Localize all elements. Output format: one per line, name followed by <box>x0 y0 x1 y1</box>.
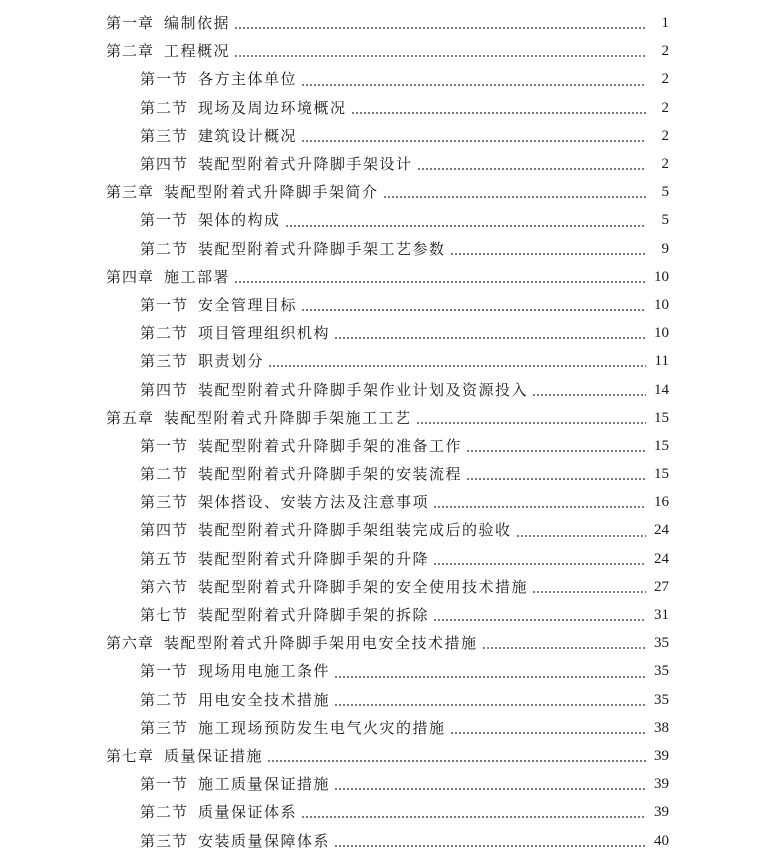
toc-entry-number: 第二节 <box>140 803 189 822</box>
toc-entry-number: 第七节 <box>140 606 189 625</box>
dot-leader <box>301 84 646 86</box>
toc-chapter-entry[interactable] <box>0 404 780 432</box>
toc-entry-title: 现场及周边环境概况 <box>198 98 347 117</box>
toc-section-entry[interactable] <box>0 657 780 685</box>
dot-leader <box>516 535 646 537</box>
dot-leader <box>334 676 646 678</box>
toc-entry-number: 第三节 <box>140 718 189 737</box>
dot-leader <box>334 845 646 847</box>
toc-section-entry[interactable] <box>0 65 780 93</box>
toc-page-number: 39 <box>654 804 669 821</box>
dot-leader <box>301 816 646 818</box>
toc-entry-title: 施工现场预防发生电气火灾的措施 <box>198 718 446 737</box>
toc-page-number: 5 <box>661 212 669 229</box>
toc-entry-title: 装配型附着式升降脚手架工艺参数 <box>198 239 446 258</box>
toc-chapter-entry[interactable] <box>0 9 780 37</box>
toc-section-entry[interactable] <box>0 686 780 714</box>
toc-entry-title: 架体的构成 <box>198 211 281 230</box>
toc-section-entry[interactable] <box>0 714 780 742</box>
toc-section-entry[interactable] <box>0 798 780 826</box>
table-of-contents <box>0 9 780 855</box>
toc-entry-number: 第一节 <box>140 662 189 681</box>
toc-chapter-entry[interactable] <box>0 263 780 291</box>
toc-page-number: 16 <box>654 494 669 511</box>
toc-entry-number: 第四节 <box>140 521 189 540</box>
toc-entry-title: 各方主体单位 <box>198 70 298 89</box>
toc-section-entry[interactable] <box>0 460 780 488</box>
dot-leader <box>285 225 646 227</box>
toc-entry-number: 第二节 <box>140 465 189 484</box>
dot-leader <box>433 506 646 508</box>
toc-section-entry[interactable] <box>0 150 780 178</box>
toc-section-entry[interactable] <box>0 573 780 601</box>
toc-entry-number: 第二节 <box>140 690 189 709</box>
toc-section-entry[interactable] <box>0 206 780 234</box>
dot-leader <box>334 788 646 790</box>
dot-leader <box>301 140 646 142</box>
toc-page-number: 39 <box>654 776 669 793</box>
dot-leader <box>433 619 646 621</box>
toc-entry-number: 第一节 <box>140 436 189 455</box>
toc-page-number: 1 <box>661 15 669 32</box>
toc-section-entry[interactable] <box>0 770 780 798</box>
toc-entry-title: 安装质量保障体系 <box>198 831 331 850</box>
toc-page-number: 5 <box>661 184 669 201</box>
toc-chapter-entry[interactable] <box>0 37 780 65</box>
toc-page-number: 27 <box>654 578 669 595</box>
toc-entry-number: 第二节 <box>140 98 189 117</box>
toc-entry-number: 第二章 <box>106 42 155 61</box>
toc-entry-number: 第三节 <box>140 352 189 371</box>
dot-leader <box>532 591 646 593</box>
toc-entry-number: 第六节 <box>140 577 189 596</box>
toc-page-number: 2 <box>661 127 669 144</box>
toc-entry-title: 装配型附着式升降脚手架设计 <box>198 155 413 174</box>
dot-leader <box>268 365 646 367</box>
toc-page-number: 10 <box>654 268 669 285</box>
toc-entry-title: 装配型附着式升降脚手架的准备工作 <box>198 436 463 455</box>
toc-section-entry[interactable] <box>0 545 780 573</box>
toc-entry-title: 安全管理目标 <box>198 295 298 314</box>
toc-section-entry[interactable] <box>0 94 780 122</box>
toc-page-number: 2 <box>661 156 669 173</box>
toc-entry-number: 第三节 <box>140 126 189 145</box>
toc-entry-title: 质量保证措施 <box>164 746 264 765</box>
toc-chapter-entry[interactable] <box>0 629 780 657</box>
toc-entry-number: 第一节 <box>140 70 189 89</box>
toc-chapter-entry[interactable] <box>0 178 780 206</box>
toc-entry-number: 第四节 <box>140 380 189 399</box>
toc-entry-title: 编制依据 <box>164 14 231 33</box>
dot-leader <box>301 309 646 311</box>
toc-entry-title: 用电安全技术措施 <box>198 690 331 709</box>
toc-entry-number: 第六章 <box>106 634 155 653</box>
toc-entry-number: 第五节 <box>140 549 189 568</box>
toc-entry-title: 施工质量保证措施 <box>198 775 331 794</box>
dot-leader <box>234 27 646 29</box>
toc-section-entry[interactable] <box>0 291 780 319</box>
toc-section-entry[interactable] <box>0 235 780 263</box>
dot-leader <box>450 253 646 255</box>
toc-entry-title: 装配型附着式升降脚手架的安装流程 <box>198 465 463 484</box>
toc-page-number: 2 <box>661 99 669 116</box>
dot-leader <box>234 281 646 283</box>
toc-entry-title: 装配型附着式升降脚手架简介 <box>164 183 379 202</box>
toc-page-number: 35 <box>654 635 669 652</box>
toc-page-number: 31 <box>654 607 669 624</box>
toc-entry-title: 装配型附着式升降脚手架的升降 <box>198 549 430 568</box>
toc-page-number: 24 <box>654 522 669 539</box>
toc-entry-number: 第五章 <box>106 408 155 427</box>
dot-leader <box>417 168 646 170</box>
toc-entry-number: 第三节 <box>140 493 189 512</box>
toc-section-entry[interactable] <box>0 601 780 629</box>
toc-page-number: 35 <box>654 663 669 680</box>
toc-entry-number: 第一节 <box>140 775 189 794</box>
toc-entry-title: 建筑设计概况 <box>198 126 298 145</box>
toc-entry-title: 项目管理组织机构 <box>198 324 331 343</box>
toc-section-entry[interactable] <box>0 488 780 516</box>
dot-leader <box>532 394 646 396</box>
toc-page-number: 11 <box>654 353 669 370</box>
toc-entry-title: 质量保证体系 <box>198 803 298 822</box>
toc-entry-title: 装配型附着式升降脚手架用电安全技术措施 <box>164 634 478 653</box>
toc-page-number: 38 <box>654 719 669 736</box>
toc-page-number: 2 <box>661 71 669 88</box>
toc-section-entry[interactable] <box>0 375 780 403</box>
toc-entry-number: 第一章 <box>106 14 155 33</box>
toc-entry-title: 现场用电施工条件 <box>198 662 331 681</box>
toc-entry-number: 第四节 <box>140 155 189 174</box>
dot-leader <box>466 450 646 452</box>
toc-entry-title: 职责划分 <box>198 352 265 371</box>
toc-entry-number: 第七章 <box>106 746 155 765</box>
toc-entry-title: 装配型附着式升降脚手架组装完成后的验收 <box>198 521 512 540</box>
toc-entry-number: 第三节 <box>140 831 189 850</box>
toc-page-number: 2 <box>661 43 669 60</box>
dot-leader <box>433 563 646 565</box>
toc-chapter-entry[interactable] <box>0 742 780 770</box>
dot-leader <box>334 337 646 339</box>
toc-page-number: 10 <box>654 325 669 342</box>
toc-entry-title: 工程概况 <box>164 42 231 61</box>
toc-page-number: 9 <box>661 240 669 257</box>
toc-entry-title: 架体搭设、安装方法及注意事项 <box>198 493 430 512</box>
toc-entry-title: 施工部署 <box>164 267 231 286</box>
toc-page-number: 40 <box>654 832 669 849</box>
toc-entry-number: 第一节 <box>140 211 189 230</box>
dot-leader <box>334 704 646 706</box>
toc-entry-number: 第二节 <box>140 239 189 258</box>
dot-leader <box>450 732 646 734</box>
dot-leader <box>267 760 646 762</box>
toc-entry-number: 第二节 <box>140 324 189 343</box>
toc-page-number: 15 <box>654 437 669 454</box>
toc-section-entry[interactable] <box>0 432 780 460</box>
toc-page-number: 15 <box>654 466 669 483</box>
toc-entry-title: 装配型附着式升降脚手架的拆除 <box>198 606 430 625</box>
dot-leader <box>383 196 646 198</box>
dot-leader <box>482 647 646 649</box>
toc-page-number: 35 <box>654 691 669 708</box>
toc-page-number: 24 <box>654 550 669 567</box>
dot-leader <box>466 478 646 480</box>
toc-section-entry[interactable] <box>0 122 780 150</box>
toc-entry-number: 第三章 <box>106 183 155 202</box>
toc-section-entry[interactable] <box>0 826 780 854</box>
toc-entry-number: 第四章 <box>106 267 155 286</box>
toc-page-number: 15 <box>654 409 669 426</box>
toc-entry-title: 装配型附着式升降脚手架的安全使用技术措施 <box>198 577 529 596</box>
toc-page-number: 39 <box>654 747 669 764</box>
toc-page-number: 14 <box>654 381 669 398</box>
toc-section-entry[interactable] <box>0 516 780 544</box>
toc-section-entry[interactable] <box>0 347 780 375</box>
toc-page-number: 10 <box>654 296 669 313</box>
toc-entry-title: 装配型附着式升降脚手架施工工艺 <box>164 408 412 427</box>
toc-entry-title: 装配型附着式升降脚手架作业计划及资源投入 <box>198 380 529 399</box>
dot-leader <box>351 112 646 114</box>
dot-leader <box>234 55 646 57</box>
toc-section-entry[interactable] <box>0 319 780 347</box>
toc-entry-number: 第一节 <box>140 295 189 314</box>
dot-leader <box>416 422 646 424</box>
